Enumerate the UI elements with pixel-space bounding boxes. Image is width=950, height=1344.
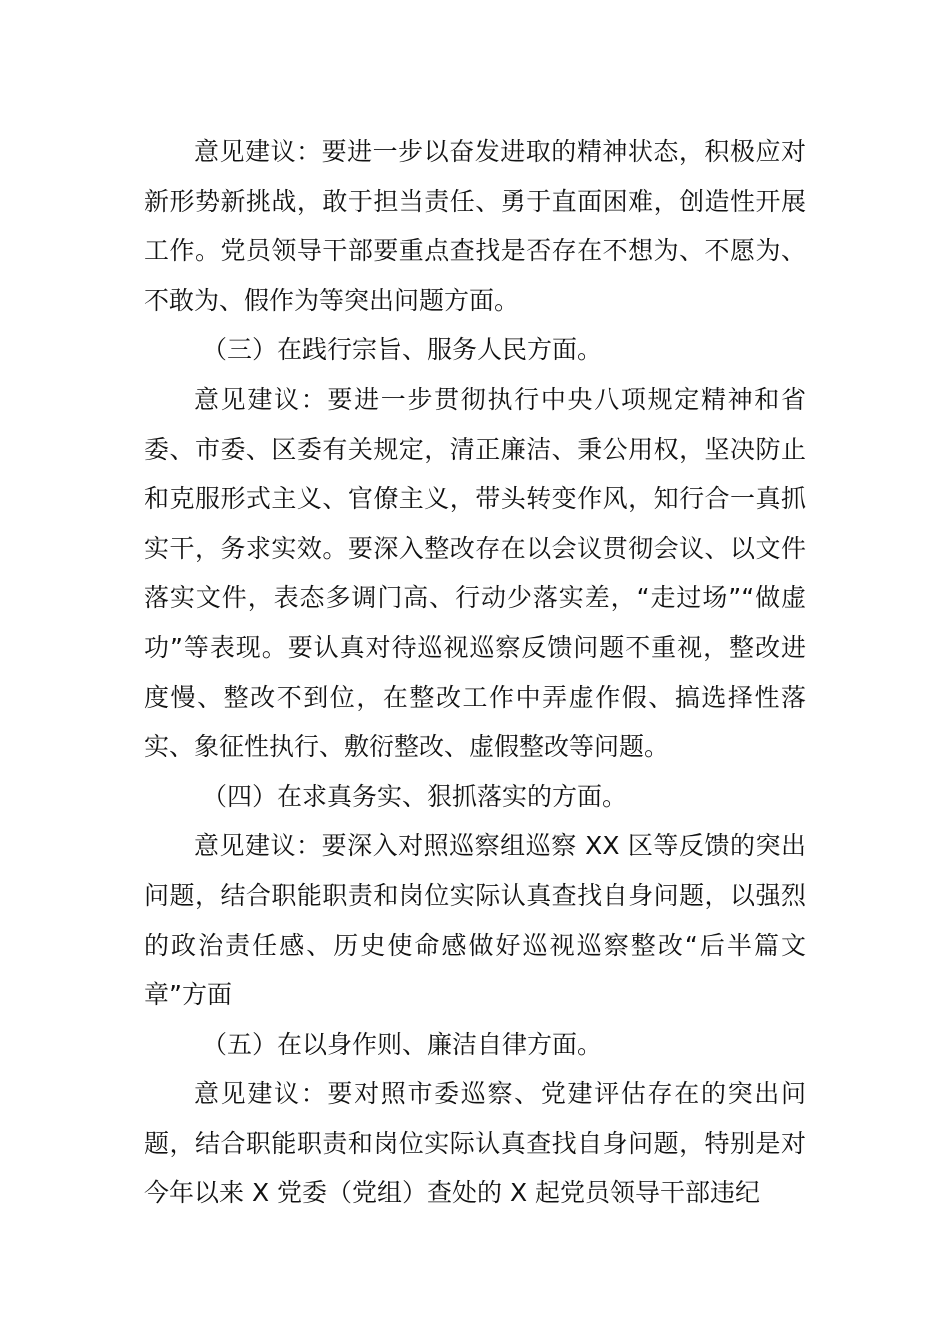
paragraph-suggestion-1: 意见建议：要进一步以奋发进取的精神状态，积极应对新形势新挑战，敢于担当责任、勇于直面困难，创造性开展工作。党员领导干部要重点查找是否存在不想为、不愿为、不敢为、假作为等突出问题方面。 (144, 137, 806, 315)
document-body (144, 127, 806, 1218)
section-heading-3: （三）在践行宗旨、服务人民方面。 (202, 335, 603, 365)
paragraph-suggestion-4: 意见建议：要深入对照巡察组巡察 XX 区等反馈的突出问题，结合职能职责和岗位实际认真查找自身问题，以强烈的政治责任感、历史使命感做好巡视巡察整改“后半篇文章”方面 (144, 831, 806, 1010)
section-heading-5: （五）在以身作则、廉洁自律方面。 (202, 1029, 603, 1059)
paragraph-suggestion-3: 意见建议：要进一步贯彻执行中央八项规定精神和省委、市委、区委有关规定，清正廉洁、秉公用权，坚决防止和克服形式主义、官僚主义，带头转变作风，知行合一真抓实干，务求实效。要深入整改存在以会议贯彻会议、以文件落实文件，表态多调门高、行动少落实差，“走过场”“做虚功”等表现。要认真对待巡视巡察反馈问题不重视，整改进度慢、整改不到位，在整改工作中弄虚作假、搞选择性落实、象征性执行、敷衍整改、虚假整改等问题。 (144, 384, 806, 762)
section-heading-4: （四）在求真务实、狠抓落实的方面。 (202, 781, 628, 811)
paragraph-suggestion-5: 意见建议：要对照市委巡察、党建评估存在的突出问题，结合职能职责和岗位实际认真查找自身问题，特别是对今年以来 X 党委（党组）查处的 X 起党员领导干部违纪 (144, 1079, 806, 1208)
